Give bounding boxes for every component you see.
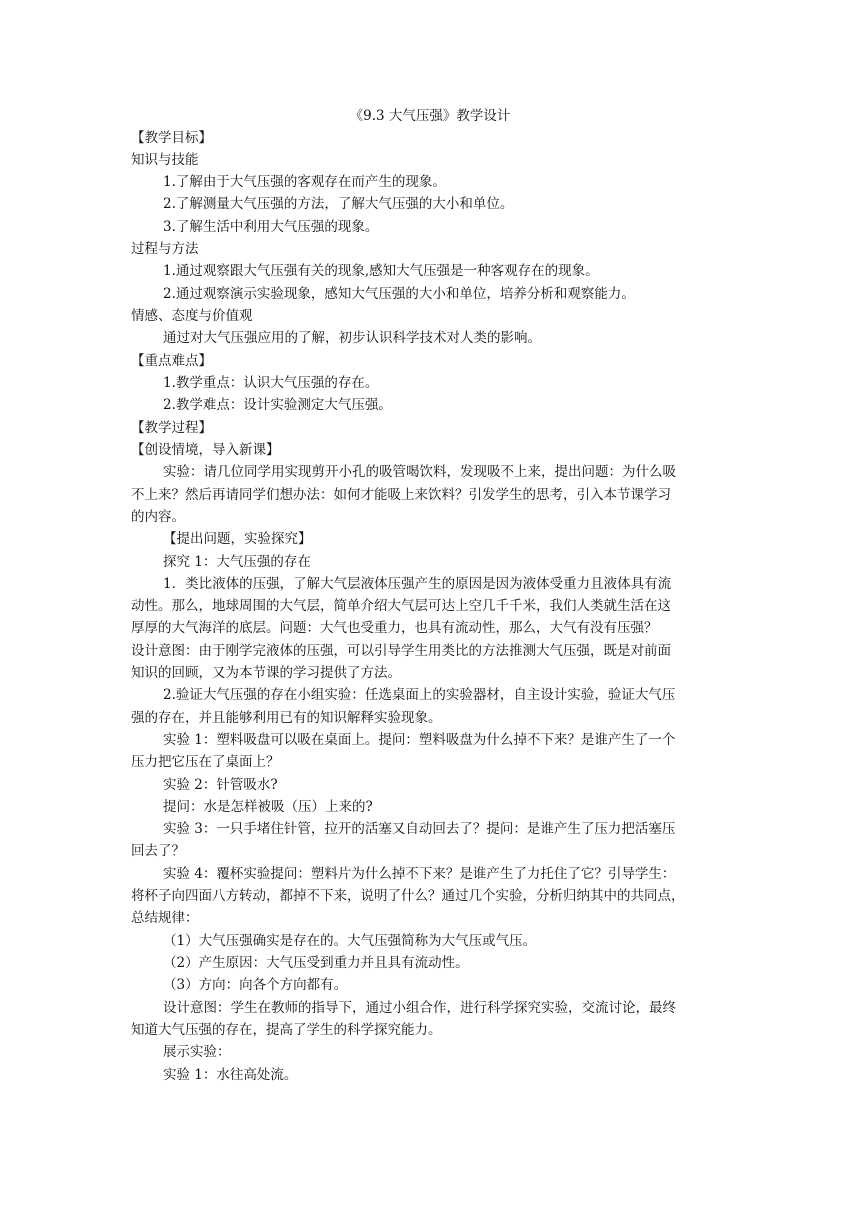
document-title: 《9.3 大气压强》教学设计 [349,108,511,124]
text-line: （1）大气压强确实是存在的。大气压强简称为大气压或气压。 [163,933,537,949]
text-line: 回去了？ [131,843,185,859]
text-line: 知道大气压强的存在，提高了学生的科学探究能力。 [131,1022,442,1038]
text-line: 1.通过观察跟大气压强有关的现象,感知大气压强是一种客观存在的现象。 [163,263,599,279]
text-line: 知识的回顾，又为本节课的学习提供了方法。 [131,665,401,681]
text-line: 实验 1：塑料吸盘可以吸在桌面上。提问：塑料吸盘为什么掉不下来？是谁产生了一个 [163,732,676,748]
text-line: 实验 1：水往高处流。 [163,1067,298,1083]
text-line: 1．类比液体的压强，了解大气层液体压强产生的原因是因为液体受重力且液体具有流 [163,576,672,592]
text-line: （2）产生原因：大气压受到重力并且具有流动性。 [163,955,469,971]
text-line: 实验 3：一只手堵住针管，拉开的活塞又自动回去了？提问：是谁产生了压力把活塞压 [163,821,676,837]
text-line: 实验 4：覆杯实验提问：塑料片为什么掉不下来？是谁产生了力托住了它？引导学生： [163,866,676,882]
text-line: 厚厚的大气海洋的底层。问题：大气也受重力，也具有流动性，那么，大气有没有压强？ [131,620,658,636]
subheading-knowledge-skills: 知识与技能 [131,152,199,168]
text-line: 设计意图：由于刚学完液体的压强，可以引导学生用类比的方法推测大气压强，既是对前面 [131,643,671,659]
text-line: 3.了解生活中利用大气压强的现象。 [163,219,379,235]
section-heading-introduction: 【创设情境，导入新课】 [131,442,280,458]
text-line: 展示实验： [163,1044,231,1060]
text-line: 2.通过观察演示实验现象，感知大气压强的大小和单位，培养分析和观察能力。 [163,286,635,302]
text-line: 探究 1：大气压强的存在 [163,554,311,570]
text-line: 提问：水是怎样被吸（压）上来的? [163,799,373,815]
text-line: 压力把它压在了桌面上？ [131,754,280,770]
text-line: 强的存在，并且能够利用已有的知识解释实验现象。 [131,710,442,726]
text-line: 2.教学难点：设计实验测定大气压强。 [163,397,392,413]
text-line: 将杯子向四面八方转动，都掉不下来，说明了什么？通过几个实验，分析归纳其中的共同点， [131,888,685,904]
text-line: 1.教学重点：认识大气压强的存在。 [163,375,379,391]
subheading-process-methods: 过程与方法 [131,241,199,257]
text-line: 实验：请几位同学用实现剪开小孔的吸管喝饮料，发现吸不上来，提出问题：为什么吸 [163,464,676,480]
text-line: 动性。那么，地球周围的大气层，简单介绍大气层可达上空几千千米，我们人类就生活在这 [131,598,671,614]
text-line: 设计意图：学生在教师的指导下，通过小组合作，进行科学探究实验，交流讨论，最终 [163,1000,676,1016]
section-heading-inquiry: 【提出问题，实验探究】 [163,531,312,547]
text-line: 实验 2：针管吸水? [163,777,278,793]
section-heading-objectives: 【教学目标】 [131,130,212,146]
text-line: 2.验证大气压强的存在小组实验：任选桌面上的实验器材，自主设计实验，验证大气压 [163,687,676,703]
section-heading-process: 【教学过程】 [131,420,212,436]
text-line: 1.了解由于大气压强的客观存在而产生的现象。 [163,174,446,190]
text-line: 通过对大气压强应用的了解，初步认识科学技术对人类的影响。 [163,330,541,346]
subheading-attitudes-values: 情感、态度与价值观 [131,308,253,324]
text-line: （3）方向：向各个方向都有。 [163,977,348,993]
section-heading-key-points: 【重点难点】 [131,353,212,369]
text-line: 总结规律： [131,910,199,926]
text-line: 的内容。 [131,509,185,525]
text-line: 2.了解测量大气压强的方法，了解大气压强的大小和单位。 [163,196,514,212]
text-line: 不上来？然后再请同学们想办法：如何才能吸上来饮料？引发学生的思考，引入本节课学习 [131,487,671,503]
